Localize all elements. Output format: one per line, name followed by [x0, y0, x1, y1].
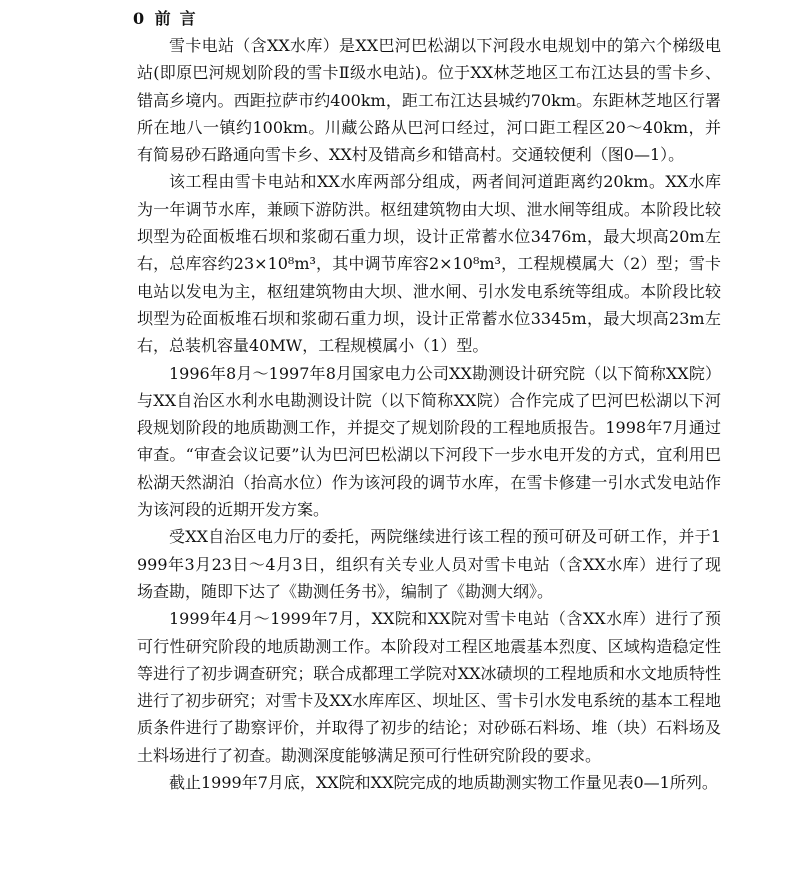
- section-heading: [133, 6, 205, 29]
- paragraph-commission: 受XX自治区电力厅的委托，两院继续进行该工程的预可研及可研工作，并于1999年3月23日～4月3日，组织有关专业人员对雪卡电站（含XX水库）进行了现场查勘，随即下达了《勘测任务书》，编制了《勘测大纲》。: [137, 527, 721, 601]
- paragraph-overview: 雪卡电站（含XX水库）是XX巴河巴松湖以下河段水电规划中的第六个梯级电站(即原巴河规划阶段的雪卡Ⅱ级水电站)。位于XX林芝地区工布江达县的雪卡乡、错高乡境内。西距拉萨市约400km，距工布江达县城约70km。东距林芝地区行署所在地八一镇约100km。川藏公路从巴河口经过，河口距工程区20～40km，并有简易砂石路通向雪卡乡、XX村及错高乡和错高村。交通较便利（图0—1）。: [137, 36, 721, 165]
- paragraph-project-composition: 该工程由雪卡电站和XX水库两部分组成，两者间河道距离约20km。XX水库为一年调节水库，兼顾下游防洪。枢纽建筑物由大坝、泄水闸等组成。本阶段比较坝型为砼面板堆石坝和浆砌石重力坝，设计正常蓄水位3476m，最大坝高20m左右，总库容约23×10⁸m³，其中调节库容2×10⁸m³，工程规模属大（2）型；雪卡电站以发电为主，枢纽建筑物由大坝、泄水闸、引水发电系统等组成。本阶段比较坝型为砼面板堆石坝和浆砌石重力坝，设计正常蓄水位3345m，最大坝高23m左右，总装机容量40MW，工程规模属小（1）型。: [137, 172, 721, 356]
- paragraph-workload-reference: 截止1999年7月底，XX院和XX院完成的地质勘测实物工作量见表0—1所列。: [169, 773, 718, 793]
- paragraph-planning-history: 1996年8月～1997年8月国家电力公司XX勘测设计研究院（以下简称XX院）与XX自治区水利水电勘测设计院（以下简称XX院）合作完成了巴河巴松湖以下河段规划阶段的地质勘测工作，并提交了规划阶段的工程地质报告。1998年7月通过审查。“审查会议记要”认为巴河巴松湖以下河段下一步水电开发的方式，宜利用巴松湖天然湖泊（抬高水位）作为该河段的调节水库，在雪卡修建一引水式发电站作为该河段的近期开发方案。: [137, 363, 721, 520]
- section-title: 前言: [154, 9, 205, 28]
- paragraph-survey-work: 1999年4月～1999年7月，XX院和XX院对雪卡电站（含XX水库）进行了预可行性研究阶段的地质勘测工作。本阶段对工程区地震基本烈度、区域构造稳定性等进行了初步调查研究；联合成都理工学院对XX冰碛坝的工程地质和水文地质特性进行了初步研究；对雪卡及XX水库库区、坝址区、雪卡引水发电系统的基本工程地质条件进行了勘察评价，并取得了初步的结论；对砂砾石料场、堆（块）石料场及土料场进行了初查。勘测深度能够满足预可行性研究阶段的要求。: [137, 609, 721, 765]
- section-number: 0: [133, 9, 145, 28]
- document-body: [137, 32, 721, 796]
